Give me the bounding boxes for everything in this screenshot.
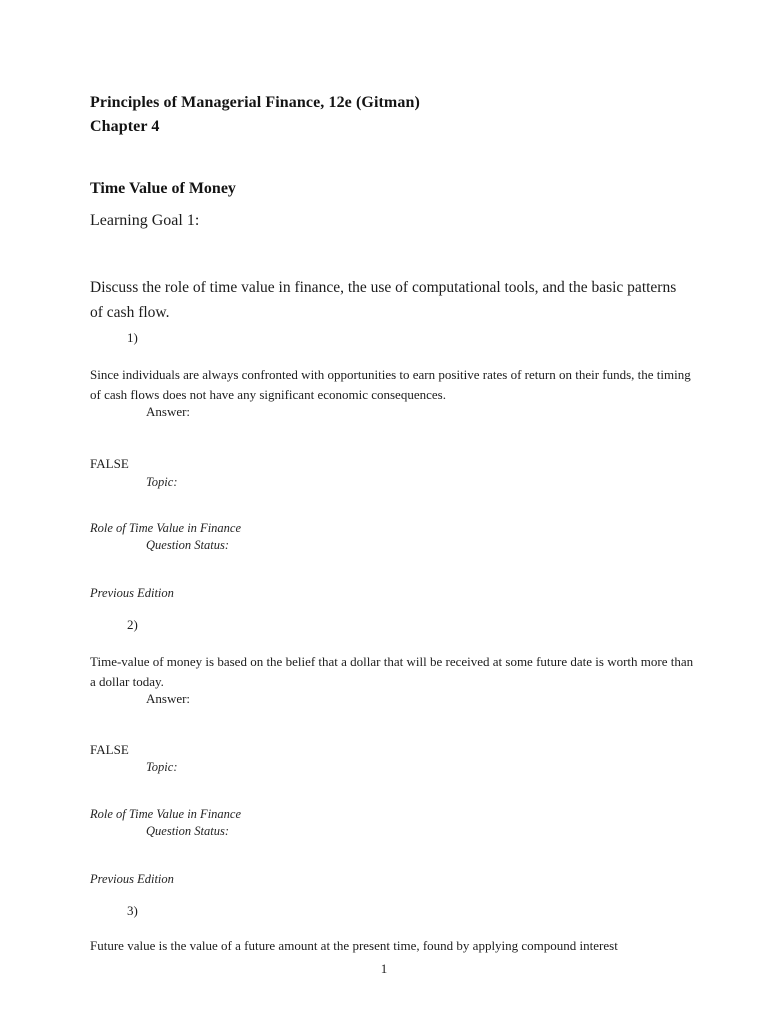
question-1-number: 1) bbox=[127, 330, 138, 345]
document-title: Principles of Managerial Finance, 12e (Gitman) bbox=[90, 94, 420, 111]
question-2-topic-label: Topic: bbox=[146, 760, 178, 774]
question-1-topic-label: Topic: bbox=[146, 475, 178, 489]
question-1-status-value: Previous Edition bbox=[90, 586, 174, 600]
question-1-answer-label: Answer: bbox=[146, 404, 191, 419]
question-2-text: Time-value of money is based on the belief that a dollar that will be received at some future date is worth more than a dollar today. bbox=[90, 654, 694, 689]
question-3-text: Future value is the value of a future amount at the present time, found by applying compound interest bbox=[90, 938, 618, 953]
question-1-text: Since individuals are always confronted with opportunities to earn positive rates of return on their funds, the timing of cash flows does not have any significant economic consequences. bbox=[90, 367, 691, 402]
question-2-topic-value: Role of Time Value in Finance bbox=[90, 807, 242, 821]
question-1-status-label: Question Status: bbox=[146, 538, 229, 552]
question-2-answer-value: FALSE bbox=[90, 742, 129, 757]
question-2-answer-label: Answer: bbox=[146, 691, 191, 706]
question-2-number: 2) bbox=[127, 617, 138, 632]
question-1-answer-value: FALSE bbox=[90, 456, 129, 471]
learning-goal-label: Learning Goal 1: bbox=[90, 212, 200, 229]
question-2-status-value: Previous Edition bbox=[90, 872, 174, 886]
question-1-topic-value: Role of Time Value in Finance bbox=[90, 521, 242, 535]
page-number: 1 bbox=[380, 961, 388, 976]
section-title: Time Value of Money bbox=[90, 180, 236, 197]
question-2-status-label: Question Status: bbox=[146, 824, 229, 838]
question-3-number: 3) bbox=[127, 903, 138, 918]
chapter-heading: Chapter 4 bbox=[90, 118, 160, 135]
learning-goal-description: Discuss the role of time value in finance, the use of computational tools, and the basic patterns of cash flow. bbox=[90, 279, 677, 321]
